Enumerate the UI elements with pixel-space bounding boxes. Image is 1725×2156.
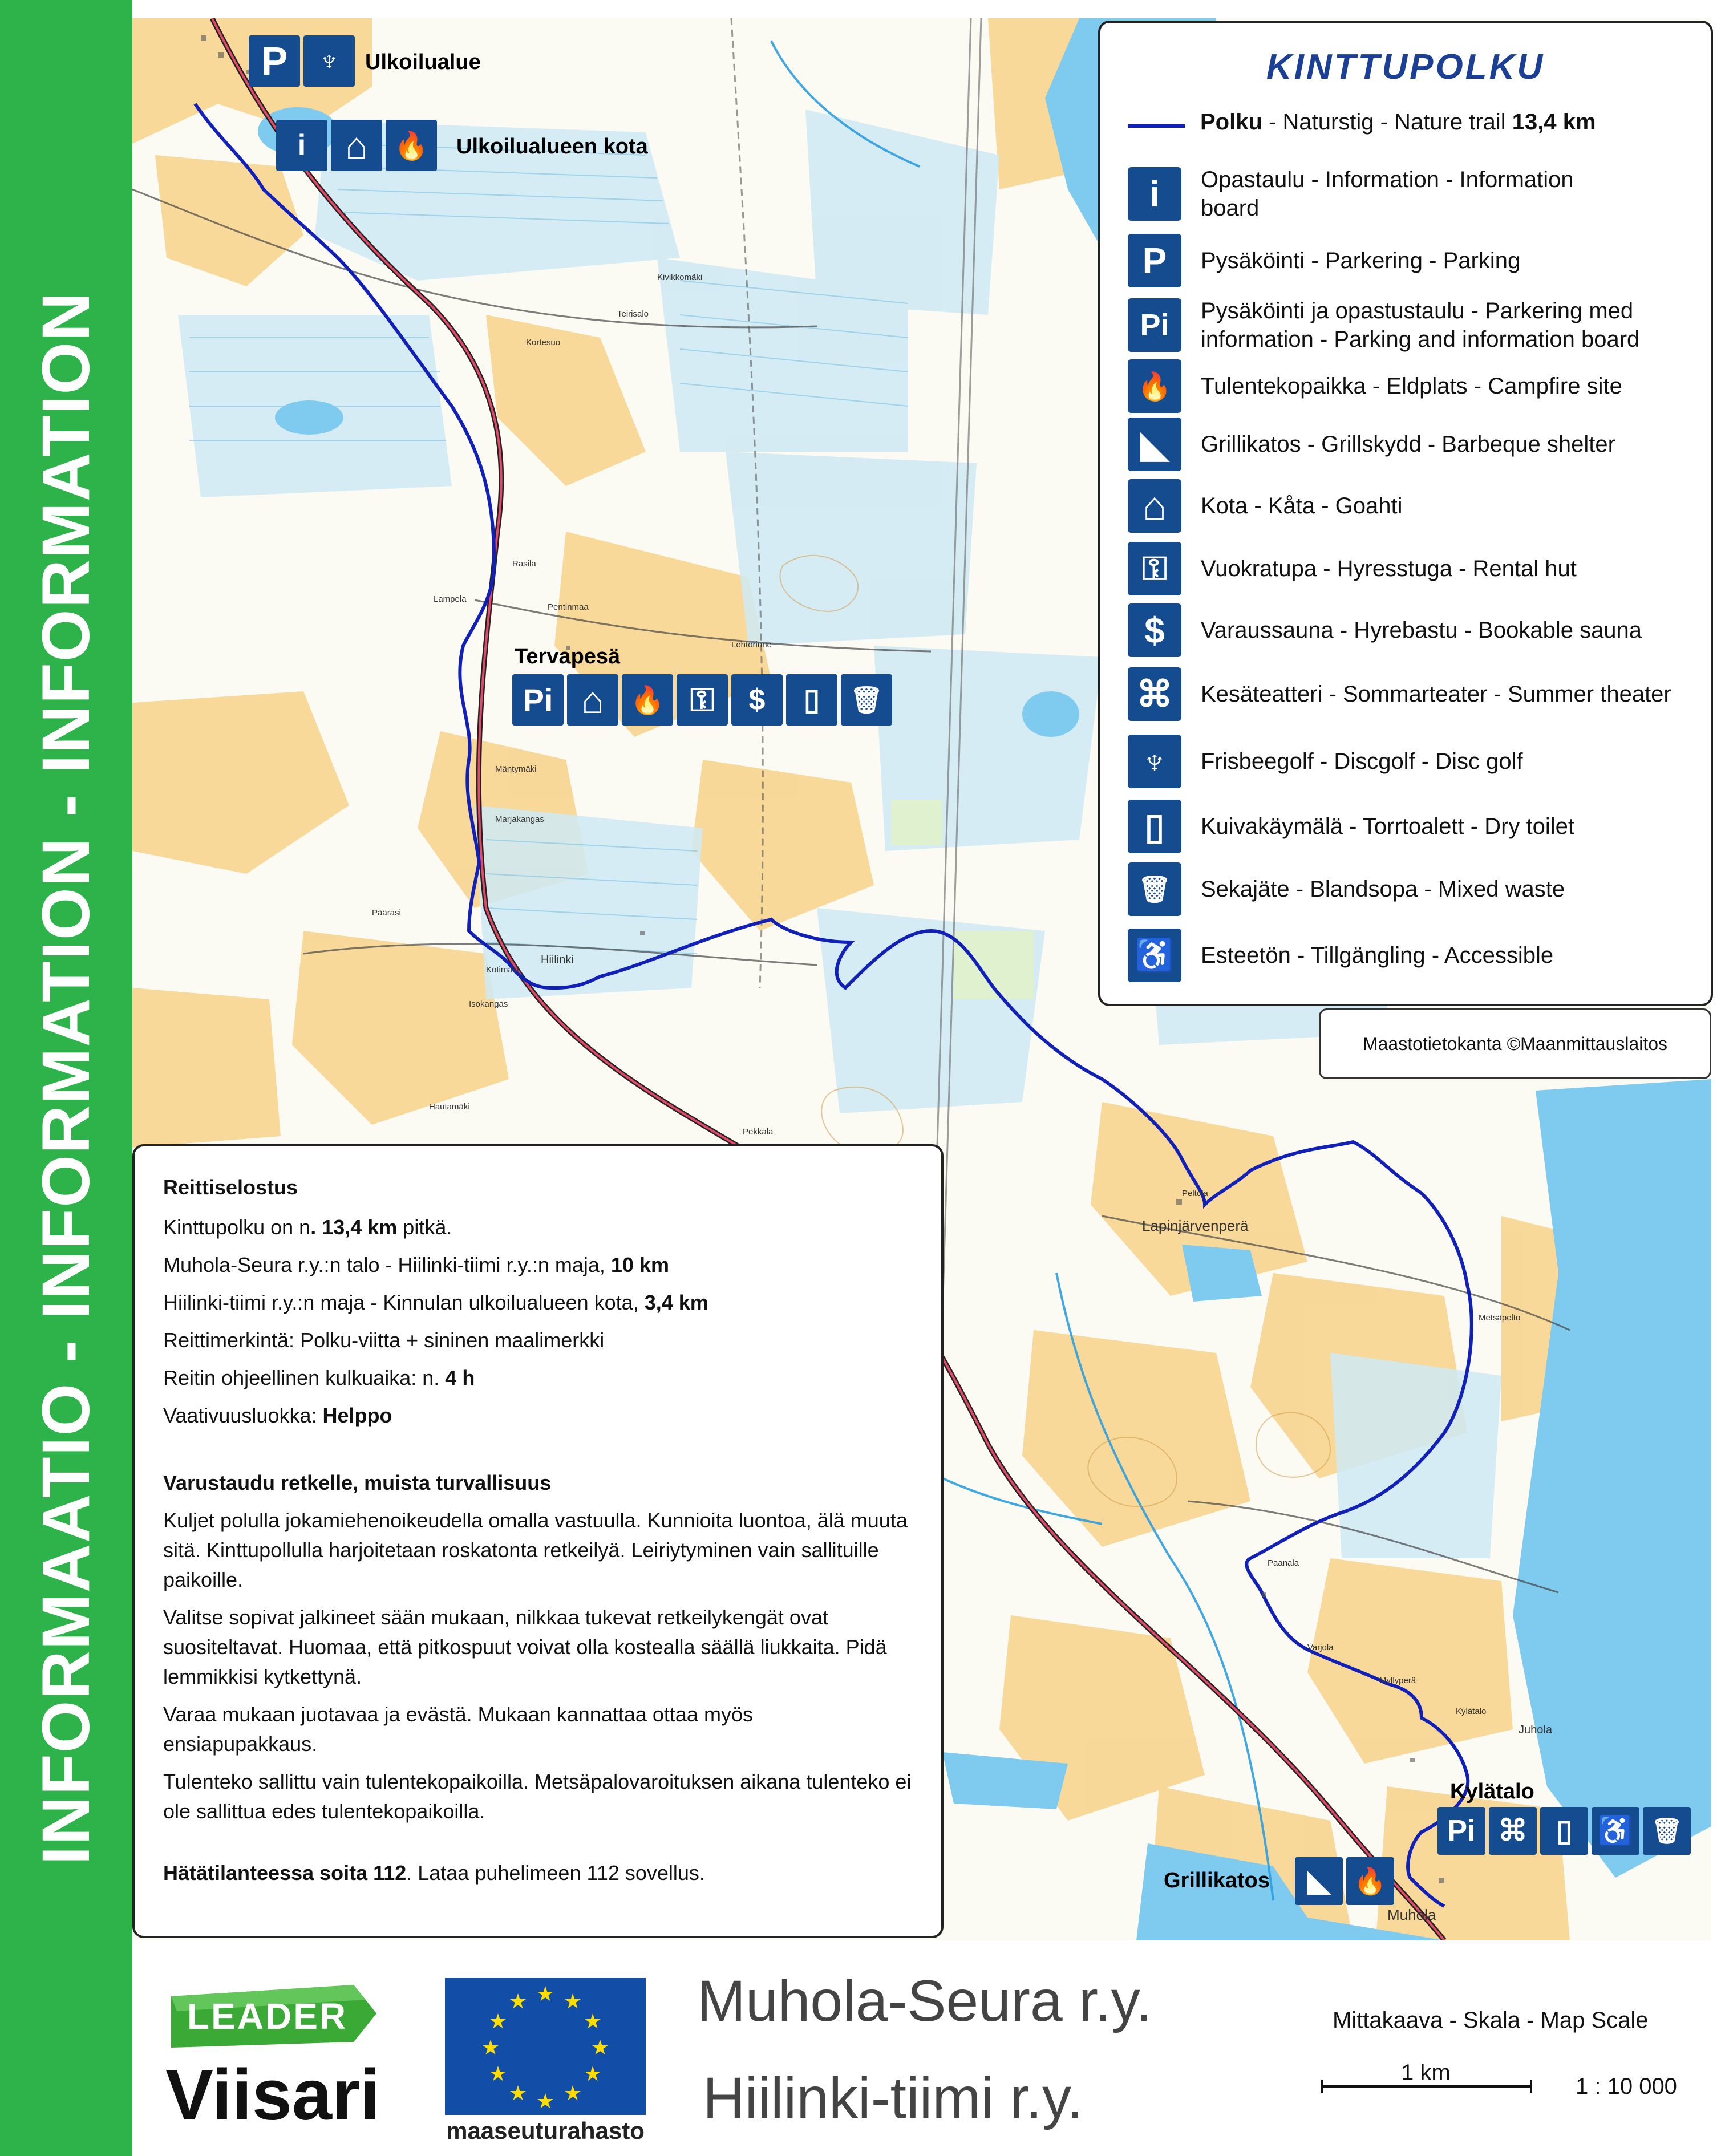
- dry-toilet-icon: ▯: [1128, 800, 1181, 853]
- svg-text:★: ★: [481, 2036, 500, 2060]
- map-label: Lapinjärvenperä: [1142, 1217, 1249, 1234]
- eu-flag-logo: [445, 1978, 646, 2115]
- map-label: Lehtorinne: [731, 640, 772, 650]
- map-label: Mäntymäki: [495, 764, 537, 774]
- leader-badge: [165, 1979, 371, 2048]
- parking-icon: P: [1128, 234, 1181, 287]
- organization-muhola-seura: Muhola-Seura r.y.: [697, 1968, 1152, 2033]
- legend-item-campfire: [1128, 359, 1699, 413]
- sauna-icon: $: [1128, 603, 1181, 657]
- description-line: Muhola-Seura r.y.:n talo - Hiilinki-tiimi r.y.:n maja, 10 km: [163, 1253, 669, 1276]
- poi-kota-icons[interactable]: [276, 120, 437, 171]
- dry-toilet-icon: ▯: [786, 674, 837, 726]
- parking-info-icon: Pi: [1438, 1807, 1485, 1855]
- map-label: Hautamäki: [429, 1102, 470, 1112]
- organization-hiilinki-tiimi: Hiilinki-tiimi r.y.: [703, 2065, 1083, 2130]
- emergency-note: Hätätilanteessa soita 112. Lataa puhelimeen 112 sovellus.: [163, 1861, 705, 1885]
- legend-item-label: Vuokratupa - Hyresstuga - Rental hut: [1201, 556, 1577, 581]
- information-icon: i: [276, 120, 327, 171]
- legend-item-label: Kuivakäymälä - Torrtoalett - Dry toilet: [1201, 814, 1575, 839]
- parking-info-icon: Pi: [512, 674, 564, 726]
- campfire-icon: 🔥: [622, 674, 673, 726]
- accessible-icon: ♿: [1128, 929, 1181, 982]
- legend-trail-length: 13,4 km: [1512, 110, 1596, 135]
- safety-heading: Varustaudu retkelle, muista turvallisuus: [163, 1471, 552, 1494]
- legend-item-kota: [1128, 479, 1699, 533]
- map-label: Pekkala: [743, 1127, 774, 1137]
- map-label: Paanala: [1268, 1558, 1299, 1568]
- parking-info-icon: Pi: [1128, 298, 1181, 352]
- svg-text:★: ★: [536, 2090, 555, 2113]
- summer-theater-icon: ⌘: [1128, 667, 1181, 721]
- map-label: Muhola: [1387, 1906, 1436, 1923]
- leader-viisari-logo: [165, 1979, 380, 2136]
- poi-kota-label: Ulkoilualueen kota: [456, 135, 648, 159]
- svg-text:★: ★: [508, 1990, 528, 2013]
- legend-item-dry-toilet: [1128, 800, 1699, 853]
- legend-item-sauna: [1128, 603, 1699, 657]
- campfire-icon: 🔥: [1128, 359, 1181, 413]
- scale-title: Mittakaava - Skala - Map Scale: [1333, 2008, 1649, 2033]
- campfire-icon: 🔥: [1346, 1857, 1394, 1905]
- sauna-icon: $: [731, 674, 783, 726]
- map-label: Isokangas: [469, 999, 508, 1009]
- waste-icon: 🗑: [1643, 1807, 1691, 1855]
- map-label: Metsäpelto: [1479, 1313, 1521, 1323]
- waste-icon: 🗑: [841, 674, 892, 726]
- legend-item-rental-hut: [1128, 542, 1699, 595]
- legend-item-label: Pysäköinti - Parkering - Parking: [1201, 248, 1521, 273]
- map-label: Rasila: [512, 559, 536, 569]
- legend-item-waste: [1128, 862, 1699, 916]
- legend-item-label: Kesäteatteri - Sommarteater - Summer theater: [1201, 682, 1671, 707]
- map-label: Marjakangas: [495, 814, 544, 824]
- scale-bar-tick: [1530, 2080, 1532, 2093]
- map-label: Kivikkomäki: [657, 273, 703, 282]
- description-line: Vaativuusluokka: Helppo: [163, 1404, 392, 1427]
- description-heading: Reittiselostus: [163, 1176, 298, 1199]
- campfire-icon: 🔥: [386, 120, 437, 171]
- barbeque-shelter-icon: ◣: [1295, 1857, 1343, 1905]
- svg-text:★: ★: [536, 1983, 555, 2006]
- map-label: Myllyperä: [1379, 1676, 1416, 1685]
- legend-item-summer-theater: [1128, 667, 1699, 721]
- kota-icon: ⌂: [567, 674, 618, 726]
- legend-item-label: Varaussauna - Hyrebastu - Bookable sauna: [1201, 618, 1642, 643]
- legend-item-label: Tulentekopaikka - Eldplats - Campfire site: [1201, 374, 1622, 399]
- svg-text:★: ★: [563, 1990, 582, 2013]
- legend-item-label: Esteetön - Tillgängling - Accessible: [1201, 943, 1554, 968]
- legend-trail-name: Polku: [1200, 110, 1262, 135]
- map-label: Varjola: [1307, 1643, 1334, 1652]
- legend-item-label: Sekajäte - Blandsopa - Mixed waste: [1201, 877, 1565, 902]
- rental-hut-icon: ⚿: [1128, 542, 1181, 595]
- legend-item-label: Pysäköinti ja opastustaulu - Parkering med information - Parking and information board: [1201, 298, 1640, 352]
- route-description-panel: [132, 1144, 944, 1938]
- summer-theater-icon: ⌘: [1489, 1807, 1537, 1855]
- legend-item-parking: [1128, 234, 1699, 287]
- accessible-icon: ♿: [1592, 1807, 1639, 1855]
- poi-tervapesa-icons[interactable]: [512, 674, 892, 726]
- description-line: Hiilinki-tiimi r.y.:n maja - Kinnulan ulkoilualueen kota, 3,4 km: [163, 1291, 708, 1314]
- safety-paragraph: Kuljet polulla jokamiehenoikeudella omalla vastuulla. Kunnioita luontoa, älä muuta sitä. Kinttupollulla harjoitetaan roskatonta retkeilyä. Leiriytyminen vain sallituille paikoille.: [163, 1509, 908, 1591]
- legend-item-label: Frisbeegolf - Discgolf - Disc golf: [1201, 749, 1523, 774]
- safety-paragraph: Varaa mukaan juotavaa ja evästä. Mukaan kannattaa ottaa myös ensiapupakkaus.: [163, 1703, 753, 1756]
- eu-caption: maaseuturahasto: [446, 2117, 645, 2144]
- legend-item-disc-golf: [1128, 735, 1699, 788]
- poi-kylatalo-icons[interactable]: [1438, 1807, 1691, 1855]
- svg-text:★: ★: [583, 2062, 602, 2086]
- legend-trail: [1200, 110, 1596, 135]
- map-label: Peltola: [1182, 1189, 1208, 1198]
- scale-distance: 1 km: [1401, 2060, 1451, 2085]
- legend-item-label: Opastaulu - Information - Information board: [1201, 167, 1574, 221]
- side-band-text: INFORMAATIO - INFORMATION - INFORMATION: [29, 291, 104, 1865]
- svg-text:★: ★: [508, 2082, 528, 2105]
- legend-title: KINTTUPOLKU: [1266, 47, 1545, 87]
- map-copyright: Maastotietokanta ©Maanmittauslaitos: [1319, 1008, 1711, 1079]
- trail-line-icon: [1128, 124, 1185, 128]
- legend-item-parking-info: [1128, 297, 1699, 354]
- disc-golf-icon: ♆: [1128, 735, 1181, 788]
- map-label: Kortesuo: [526, 338, 561, 347]
- map-label: Hiilinki: [541, 954, 574, 966]
- kota-icon: ⌂: [1128, 479, 1181, 533]
- poi-ulkoilualue-icons[interactable]: [249, 35, 355, 87]
- legend-panel: [1098, 21, 1713, 1006]
- legend-trail-desc: - Naturstig - Nature trail: [1262, 110, 1512, 135]
- scale-ratio: 1 : 10 000: [1576, 2074, 1677, 2099]
- barbeque-shelter-icon: ◣: [1128, 418, 1181, 471]
- leader-name: Viisari: [165, 2054, 380, 2135]
- description-line: Kinttupolku on n. 13,4 km pitkä.: [163, 1215, 452, 1239]
- svg-text:★: ★: [488, 2062, 508, 2086]
- scale-bar: [1321, 2085, 1532, 2088]
- poi-grillikatos-icons[interactable]: [1295, 1857, 1394, 1905]
- poi-kylatalo-label: Kylätalo: [1450, 1780, 1534, 1804]
- leader-badge-text: LEADER: [187, 1996, 348, 2037]
- information-icon: i: [1128, 167, 1181, 221]
- svg-text:★: ★: [488, 2010, 508, 2033]
- parking-icon: P: [249, 35, 300, 87]
- waste-icon: 🗑: [1128, 862, 1181, 916]
- description-line: Reittimerkintä: Polku-viitta + sininen maalimerkki: [163, 1328, 605, 1352]
- map-label: Pentinmaa: [548, 602, 589, 612]
- svg-text:★: ★: [590, 2036, 610, 2060]
- legend-item-information: [1128, 165, 1699, 222]
- side-band: [0, 0, 132, 2156]
- safety-paragraph: Valitse sopivat jalkineet sään mukaan, nilkkaa tukevat retkeilykengät ovat suositeltavat. Huomaa, että pitkospuut voivat olla kostealla säällä liukkaita. Pidä lemmikkisi kytkettynä.: [163, 1606, 887, 1688]
- disc-golf-icon: ♆: [303, 35, 355, 87]
- map-label: Kotimäki: [486, 965, 519, 975]
- kota-icon: ⌂: [331, 120, 382, 171]
- description-line: Reitin ohjeellinen kulkuaika: n. 4 h: [163, 1366, 475, 1389]
- legend-item-accessible: [1128, 929, 1699, 982]
- map-label: Lampela: [434, 594, 467, 604]
- legend-item-label: Kota - Kåta - Goahti: [1201, 493, 1403, 518]
- poi-grillikatos-label: Grillikatos: [1164, 1869, 1270, 1892]
- map-label: Päärasi: [372, 908, 401, 918]
- rental-hut-icon: ⚿: [677, 674, 728, 726]
- poi-ulkoilualue-label: Ulkoilualue: [365, 50, 481, 74]
- poi-tervapesa-label: Tervapesä: [515, 645, 621, 668]
- legend-item-barbeque: [1128, 418, 1699, 471]
- map-label: Kylätalo: [1456, 1707, 1487, 1716]
- map-label: Juhola: [1519, 1724, 1552, 1736]
- svg-text:★: ★: [583, 2010, 602, 2033]
- map-label: Teirisalo: [617, 309, 649, 319]
- scale-bar-tick: [1321, 2080, 1323, 2093]
- safety-paragraph: Tulenteko sallittu vain tulentekopaikoilla. Metsäpalovaroituksen aikana tulenteko ei ole sallittua edes tulentekopaikoilla.: [163, 1770, 912, 1823]
- legend-item-label: Grillikatos - Grillskydd - Barbeque shelter: [1201, 432, 1615, 457]
- svg-text:★: ★: [563, 2082, 582, 2105]
- dry-toilet-icon: ▯: [1540, 1807, 1588, 1855]
